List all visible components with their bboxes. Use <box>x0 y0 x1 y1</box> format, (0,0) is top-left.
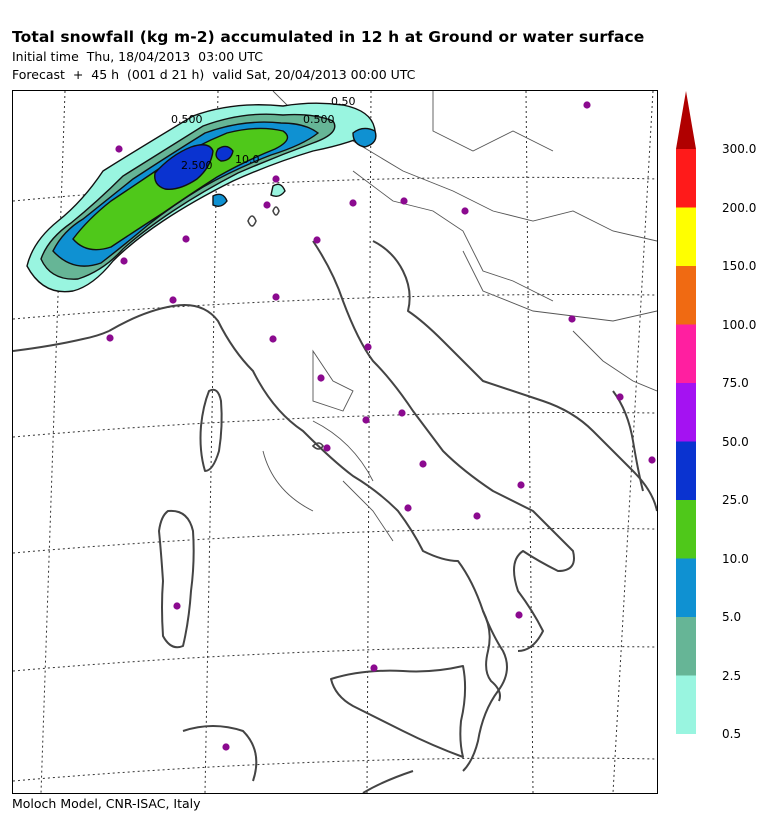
station-marker <box>370 664 377 671</box>
borders <box>263 91 657 541</box>
initial-time: Initial time Thu, 18/04/2013 03:00 UTC <box>12 49 263 64</box>
station-marker <box>120 257 127 264</box>
legend-swatch <box>676 325 696 384</box>
coastline <box>13 241 657 793</box>
snowfall-field <box>27 103 376 291</box>
contour-label: 0.500 <box>303 113 335 126</box>
contour-label: 0.50 <box>331 95 356 108</box>
station-marker <box>222 743 229 750</box>
contour-label: 10.0 <box>235 153 260 166</box>
station-marker <box>400 197 407 204</box>
station-marker <box>583 101 590 108</box>
legend-label: 10.0 <box>722 551 749 566</box>
station-marker <box>404 504 411 511</box>
legend-swatch <box>676 676 696 735</box>
legend-label: 2.5 <box>722 668 742 683</box>
legend-swatch <box>676 559 696 618</box>
legend-swatch <box>676 500 696 559</box>
station-marker <box>182 235 189 242</box>
legend-colorbar <box>674 88 757 748</box>
station-marker <box>272 175 279 182</box>
model-credit: Moloch Model, CNR-ISAC, Italy <box>12 796 201 811</box>
station-marker <box>517 481 524 488</box>
legend-swatch <box>676 149 696 208</box>
legend-swatch <box>676 617 696 676</box>
station-marker <box>568 315 575 322</box>
lakes <box>248 207 323 449</box>
station-marker <box>272 293 279 300</box>
station-marker <box>364 343 371 350</box>
station-marker <box>362 416 369 423</box>
station-marker <box>115 145 122 152</box>
station-marker <box>173 602 180 609</box>
station-marker <box>616 393 623 400</box>
forecast-validity: Forecast + 45 h (001 d 21 h) valid Sat, 20/04/2013 00:00 UTC <box>12 67 416 82</box>
station-marker <box>263 201 270 208</box>
contour-label: 2.500 <box>181 159 213 172</box>
station-marker <box>648 456 655 463</box>
station-marker <box>398 409 405 416</box>
station-marker <box>269 335 276 342</box>
snowfall-map <box>13 91 657 793</box>
legend-swatch <box>676 442 696 501</box>
legend-label: 5.0 <box>722 610 742 624</box>
legend-label: 100.0 <box>722 317 757 332</box>
legend-label: 50.0 <box>722 434 749 449</box>
legend-label: 0.5 <box>722 727 742 741</box>
station-marker <box>461 207 468 214</box>
legend-label: 25.0 <box>722 493 749 507</box>
station-marker <box>515 611 522 618</box>
contour-label: 0.500 <box>171 113 203 126</box>
legend-swatch <box>676 383 696 442</box>
station-marker <box>473 512 480 519</box>
station-marker <box>313 236 320 243</box>
chart-title: Total snowfall (kg m-2) accumulated in 12 h at Ground or water surface <box>12 28 645 46</box>
color-legend <box>674 88 757 748</box>
station-marker <box>349 199 356 206</box>
header <box>12 28 644 82</box>
station-marker <box>169 296 176 303</box>
station-marker <box>106 334 113 341</box>
legend-swatch <box>676 91 696 149</box>
station-marker <box>419 460 426 467</box>
legend-label: 200.0 <box>722 200 757 215</box>
legend-swatch <box>676 208 696 267</box>
legend-label: 75.0 <box>722 376 749 390</box>
station-marker <box>317 374 324 381</box>
station-marker <box>323 444 330 451</box>
map-panel <box>12 90 658 794</box>
legend-swatch <box>676 266 696 325</box>
legend-label: 300.0 <box>722 142 757 156</box>
legend-label: 150.0 <box>722 259 757 273</box>
